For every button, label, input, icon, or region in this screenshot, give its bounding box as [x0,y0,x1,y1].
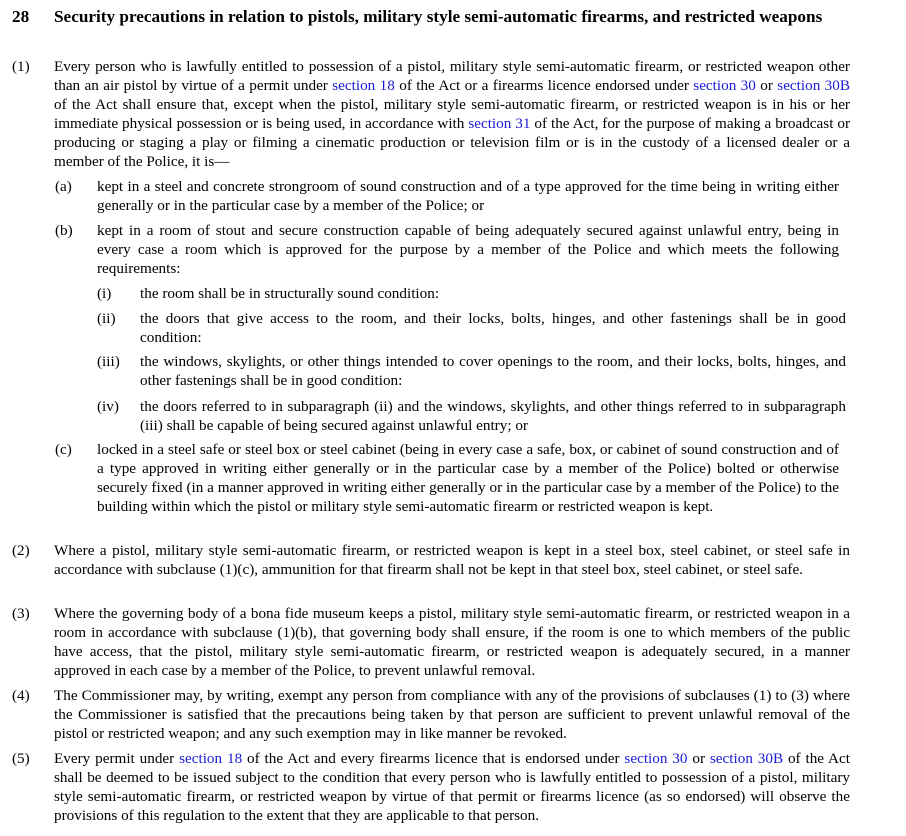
section-18-link-2[interactable]: section 18 [179,750,243,767]
subclause-2-text: Where a pistol, military style semi-automatic firearm, or restricted weapon is kept in a steel box, steel cabinet, or steel safe in accordance with subclause (1)(c), ammunition for that firearm shall not be kept in that steel box, steel cabinet, or steel safe. [54,542,850,578]
subclause-3-text: Where the governing body of a bona fide museum keeps a pistol, military style semi-automatic firearm, or restricted weapon in a room in accordance with subclause (1)(b), that governing body shall ensure, if the room is one to which members of the public have access, that the pistol, military style semi-automatic firearm, or restricted weapon is adequately secured, in a manner approved in each case by a member of the Police, to prevent unlawful removal. [54,605,850,679]
paragraph-a-label: (a) [55,178,72,195]
subclause-5-label: (5) [12,750,30,767]
section-title: Security precautions in relation to pistols, military style semi-automatic firearms, and restricted weapons [54,7,823,26]
section-31-link[interactable]: section 31 [468,115,531,132]
subclause-1-text-part3: or [755,77,778,94]
subparagraph-i-label: (i) [97,285,112,302]
subparagraph-iii-text: the windows, skylights, or other things intended to cover openings to the room, and their locks, bolts, hinges, and other fastenings shall be in good condition: [140,353,846,389]
subclause-1-text-part1: Every person who is lawfully entitled to possession of a pistol, military style semi-automatic firearm, or restricted weapon other than an air pistol by virtue of a permit under [54,58,850,94]
subclause-2-label: (2) [12,542,30,559]
paragraph-c-text: locked in a steel safe or steel box or steel cabinet (being in every case a safe, box, or cabinet of sound construction and of a type approved in writing either generally or in the particular case by a member of the Police) bolted or otherwise securely fixed (in a manner approved in writing either generally or in the particular case by a member of the Police) to the building within which the pistol or military style semi-automatic firearm or restricted weapon is kept. [97,441,839,515]
paragraph-c-label: (c) [55,441,72,458]
subclause-4-label: (4) [12,687,30,704]
subclause-5-text-part2: of the Act and every firearms licence that is endorsed under [242,750,625,767]
subparagraph-iv-text: the doors referred to in subparagraph (ii) and the windows, skylights, and other things referred to in subparagraph (iii) shall be capable of being secured against unlawful entry; or [140,398,846,434]
section-30-link[interactable]: section 30 [693,77,756,94]
section-30-link-2[interactable]: section 30 [624,750,688,767]
subparagraph-ii-text: the doors that give access to the room, and their locks, bolts, hinges, and other fastenings shall be in good condition: [140,310,846,346]
subclause-1-text-part4: of the Act shall ensure that, except when the pistol, military style semi-automatic firearm, or restricted weapon is in his or her immediate physical possession or is being used, in accordance with [54,96,850,132]
section-30b-link-2[interactable]: section 30B [709,750,784,767]
subclause-4-text: The Commissioner may, by writing, exempt any person from compliance with any of the provisions of subclauses (1) to (3) where the Commissioner is satisfied that the precautions being taken by that person are sufficient to prevent unlawful removal of the pistol or restricted weapon; and any such exemption may in like manner be revoked. [54,687,850,742]
subclause-1-text-part5: of the Act, for the purpose of making a broadcast or producing or staging a play or filming a cinematic production or television film or is in the custody of a licensed dealer or a member of the Police, it is— [54,115,850,170]
paragraph-b-text: kept in a room of stout and secure construction capable of being adequately secured against unlawful entry, being in every case a room which is approved for the purpose by a member of the Police and which meets the following requirements: [97,222,839,277]
subclause-5-text-part3: or [687,750,710,767]
section-18-link[interactable]: section 18 [332,77,395,94]
subclause-5-text-part4: of the Act shall be deemed to be issued subject to the condition that every person who is lawfully entitled to possession of a pistol, military style semi-automatic firearm, or restricted weapon by virtue of that permit or firearms licence (as so endorsed) will observe the provisions of this regulation to the extent that they are applicable to that person. [54,750,850,824]
subclause-5-text [54,749,850,825]
subparagraph-ii-label: (ii) [97,310,116,327]
subclause-1-label: (1) [12,58,30,75]
subparagraph-iii-label: (iii) [97,353,120,370]
subclause-1-text [54,57,850,171]
subclause-3-label: (3) [12,605,30,622]
section-30b-link[interactable]: section 30B [777,77,850,94]
subparagraph-iv-label: (iv) [97,398,119,415]
section-number: 28 [12,7,30,26]
subclause-1-text-part2: of the Act or a firearms licence endorsed under [394,77,694,94]
subclause-5-text-part1: Every permit under [54,750,180,767]
paragraph-a-text: kept in a steel and concrete strongroom of sound construction and of a type approved for the time being in writing either generally or in the particular case by a member of the Police; or [97,178,839,214]
subparagraph-i-text: the room shall be in structurally sound condition: [140,285,440,302]
paragraph-b-label: (b) [55,222,73,239]
